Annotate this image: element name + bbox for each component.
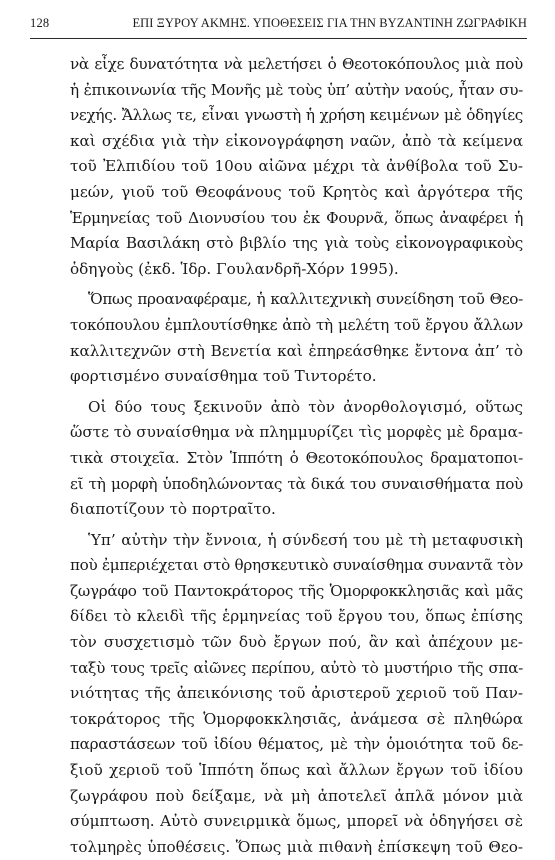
text-line: σύμπτωση. Αὐτὸ συνειρμικὰ ὅμως, μπορεῖ νὰ ὁδηγήσει σὲ [70,812,523,831]
text-line: ταξὺ τους τρεῖς αἰῶνες περίπου, αὐτὸ τὸ μυστήριο τῆς σπα- [70,658,523,677]
text-line: ὥστε τὸ συναίσθημα νὰ πλημμυρίζει τὶς μορφὲς μὲ δραμα- [70,423,523,442]
text-line: καὶ σχέδια γιὰ τὴν εἰκονογράφηση ναῶν, ἀπὸ τὰ κείμενα [70,131,523,150]
text-line: φορτισμένο συναίσθημα τοῦ Τιντορέτο. [70,367,377,386]
text-line: νὰ εἶχε δυνατότητα νὰ μελετήσει ὁ Θεοτοκόπουλος μιὰ ποὺ [70,55,523,73]
text-line: τὸν συσχετισμὸ τῶν δυὸ ἔργων πού, ἂν καὶ ἀπέχουν με- [70,633,523,652]
text-line: Μαρία Βασιλάκη στὸ βιβλίο της γιὰ τοὺς εἰκονογραφικοὺς [70,234,523,253]
text-line: Ὑπ’ αὐτὴν τὴν ἔννοια, ἡ σύνδεσή του μὲ τὴ μεταφυσικὴ [88,530,523,549]
text-line: τολμηρὲς ὑποθέσεις. Ὅπως μιὰ πιθανὴ ἐπίσκεψη τοῦ Θεο- [70,837,523,856]
text-line: ὁδηγοὺς (ἐκδ. Ἱδρ. Γουλανδρῆ-Χόρν 1995). [70,259,399,278]
text-line: Ἑρμηνείας τοῦ Διονυσίου του ἐκ Φουρνᾶ, ὅπως ἀναφέρει ἡ [70,208,523,227]
text-line: Ὅπως προαναφέραμε, ἡ καλλιτεχνικὴ συνείδηση τοῦ Θεο- [88,290,523,309]
text-line: εῖ τὴ μορφὴ ὑποδηλώνοντας τὰ δικά του συναισθήματα ποὺ [70,474,523,493]
text-line: τοῦ Ἐλπιδίου τοῦ 10ου αἰῶνα μέχρι τὰ ἀνθίβολα τοῦ Συ- [70,157,523,176]
text-line: ζωγράφου ποὺ δείξαμε, νὰ μὴ ἀποτελεῖ ἁπλᾶ μόνον μιὰ [70,786,523,805]
paragraph [70,528,523,860]
text-line: διαποτίζουν τὸ πορτραῖτο. [70,500,276,519]
text-line: νεχής. Ἄλλως τε, εἶναι γνωστὴ ἡ χρήση κειμένων μὲ ὁδηγίες [70,106,523,125]
text-line: δίδει τὸ κλειδὶ τῆς ἑρμηνείας τοῦ ἔργου του, ὅπως ἐπίσης [70,607,523,626]
text-line: ποὺ ἐμπεριέχεται στὸ θρησκευτικὸ συναίσθημα συναντᾶ τὸν [70,556,523,575]
page-number: 128 [30,16,50,30]
paragraph [70,52,523,282]
text-line: μεών, γιοῦ τοῦ Θεοφάνους τοῦ Κρητὸς καὶ ἀργότερα τῆς [70,182,523,201]
running-header [30,16,527,39]
text-line: ἡ ἐπικοινωνία τῆς Μονῆς μὲ τοὺς ὑπ’ αὐτὴν ναούς, ἦταν συ- [70,80,523,99]
text-line: Οἱ δύο τους ξεκινοῦν ἀπὸ τὸν ἀνορθολογισμό, οὕτως [88,397,523,416]
text-line: τοκράτορος τῆς Ὁμορφοκκλησιᾶς, ἀνάμεσα σὲ πληθώρα [70,709,523,728]
paragraph [70,395,523,523]
text-line: τοκόπουλου ἐμπλουτίσθηκε ἀπὸ τὴ μελέτη τοῦ ἔργου ἄλλων [70,315,523,334]
text-line: καλλιτεχνῶν στὴ Βενετία καὶ ἐπηρεάσθηκε ἔντονα ἀπ’ τὸ [70,341,523,360]
running-title: ΕΠΙ ΞΥΡΟΥ ΑΚΜΗΣ. ΥΠΟΘΕΣΕΙΣ ΓΙΑ ΤΗΝ ΒΥΖΑΝΤΙΝΗ ΖΩΓΡΑΦΙΚΗ [132,16,527,30]
text-line: ζωγράφο τοῦ Παντοκράτορος τῆς Ὁμορφοκκλησιᾶς καὶ μᾶς [70,581,523,600]
paragraph [70,287,523,389]
text-line: παραστάσεων τοῦ ἰδίου θέματος, μὲ τὴν ὁμοιότητα τοῦ δε- [70,735,523,754]
text-line: νιότητας τῆς ἀπεικόνισης τοῦ ἀριστεροῦ χεριοῦ τοῦ Παν- [70,684,523,703]
text-line: ξιοῦ χεριοῦ τοῦ Ἱππότη ὅπως καὶ ἄλλων ἔργων τοῦ ἰδίου [70,761,523,780]
text-line: τικὰ στοιχεῖα. Στὸν Ἱππότη ὁ Θεοτοκόπουλος δραματοποι- [70,448,523,467]
body-text [70,52,523,860]
